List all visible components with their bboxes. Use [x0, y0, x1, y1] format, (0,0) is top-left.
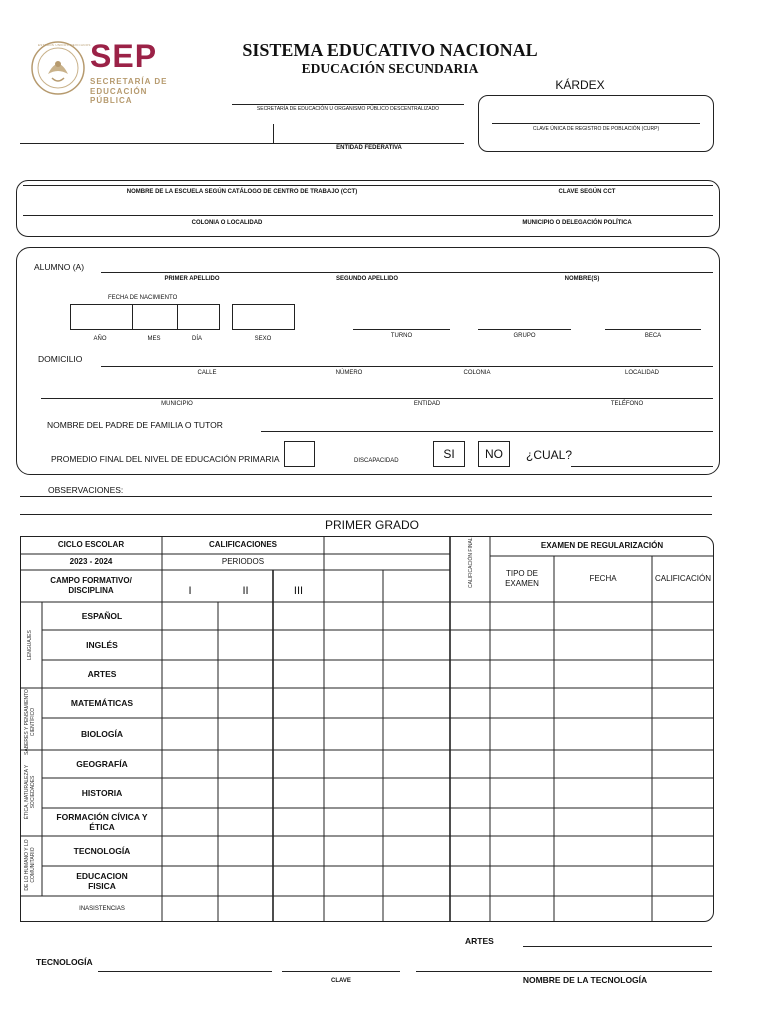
domicilio-label: DOMICILIO: [38, 354, 83, 364]
page-title: SISTEMA EDUCATIVO NACIONAL: [242, 40, 538, 60]
ciclo-label: CICLO ESCOLAR: [57, 540, 125, 549]
cual-label: ¿CUAL?: [526, 448, 573, 462]
calificacion-label: CALIFICACIÓN: [655, 574, 712, 583]
dia-field[interactable]: [177, 304, 220, 330]
primer-apellido-label: PRIMER APELLIDO: [164, 276, 220, 282]
examen-label: EXAMEN DE REGULARIZACIÓN: [540, 541, 664, 550]
subject-educacion-fisica: EDUCACION FISICA: [76, 871, 128, 891]
mes-field[interactable]: [132, 304, 178, 330]
anio-label: AÑO: [93, 336, 107, 342]
logo-line1: SECRETARÍA DE: [90, 77, 168, 86]
subject-biologia: BIOLOGÍA: [80, 729, 124, 739]
telefono-label: TELÉFONO: [610, 401, 644, 407]
subject-formacion: FORMACIÓN CÍVICA Y ÉTICA: [56, 812, 148, 832]
artes-footer-label: ARTES: [465, 936, 494, 946]
fecha-label: FECHA: [589, 574, 617, 583]
discapacidad-label: DISCAPACIDAD: [354, 458, 399, 464]
sexo-field[interactable]: [232, 304, 295, 330]
seal-text: ESTADOS UNIDOS MEXICANOS: [38, 43, 91, 47]
student-box: [16, 247, 720, 475]
subject-espanol: ESPAÑOL: [81, 611, 123, 621]
promedio-label: PROMEDIO FINAL DEL NIVEL DE EDUCACIÓN PRIMARIA: [51, 454, 280, 464]
tipo-examen-label: TIPO DE EXAMEN: [505, 569, 539, 588]
sep-abbr: SEP: [90, 38, 158, 74]
municipio-field-label: MUNICIPIO: [161, 401, 193, 407]
localidad-label: LOCALIDAD: [624, 370, 659, 376]
logo-line2: EDUCACIÓN PÚBLICA: [90, 87, 148, 105]
sexo-label: SEXO: [254, 336, 272, 342]
numero-label: NÚMERO: [335, 370, 363, 376]
group-lenguajes: LENGUAJES: [27, 630, 33, 660]
sep-logo: [30, 38, 190, 105]
eagle-seal-icon: [30, 40, 86, 96]
si-option[interactable]: SI: [433, 441, 465, 467]
grade-title: PRIMER GRADO: [324, 518, 419, 532]
secretaria-label: SECRETARÍA DE EDUCACIÓN U ORGANISMO PÚBLICO DESCENTRALIZADO: [256, 106, 440, 112]
curp-box: [478, 95, 714, 152]
observaciones-label: OBSERVACIONES:: [48, 485, 124, 495]
periodos-label: PERIODOS: [221, 557, 265, 566]
grid-lines: [20, 536, 714, 922]
municipio-label: MUNICIPIO O DELEGACIÓN POLÍTICA: [522, 220, 632, 226]
nombres-label: NOMBRE(S): [564, 276, 600, 282]
grupo-label: GRUPO: [513, 333, 536, 339]
ciclo-value: 2023 - 2024: [69, 557, 113, 566]
segundo-apellido-label: SEGUNDO APELLIDO: [335, 276, 399, 282]
no-option[interactable]: NO: [478, 441, 510, 467]
turno-label: TURNO: [390, 333, 413, 339]
school-name-label: NOMBRE DE LA ESCUELA SEGÚN CATÁLOGO DE CENTRO DE TRABAJO (CCT): [126, 189, 358, 195]
page-subtitle: EDUCACIÓN SECUNDARIA: [301, 61, 479, 76]
tecnologia-footer-label: TECNOLOGÍA: [36, 957, 93, 967]
padre-tutor-label: NOMBRE DEL PADRE DE FAMILIA O TUTOR: [47, 420, 223, 430]
school-box: [16, 180, 720, 237]
calificacion-final-label: CALIFICACIÓN FINAL: [468, 537, 474, 588]
inasistencias-label: INASISTENCIAS: [79, 906, 125, 912]
group-humano: DE LO HUMANO Y LO COMUNITARIO: [24, 839, 36, 891]
campo-label: CAMPO FORMATIVO/ DISCIPLINA: [50, 576, 132, 595]
subject-ingles: INGLÉS: [86, 640, 118, 650]
period-3: III: [293, 585, 304, 597]
promedio-field[interactable]: [284, 441, 315, 467]
calificaciones-label: CALIFICACIONES: [209, 540, 277, 549]
clave-footer-label: CLAVE: [331, 978, 351, 984]
calle-label: CALLE: [197, 370, 217, 376]
fecha-nacimiento-label: FECHA DE NACIMIENTO: [108, 295, 178, 301]
colonia-field-label: COLONIA: [463, 370, 491, 376]
subject-historia: HISTORIA: [81, 788, 123, 798]
cct-label: CLAVE SEGÚN CCT: [558, 189, 616, 195]
period-2: II: [242, 585, 249, 597]
colonia-label: COLONIA O LOCALIDAD: [191, 220, 263, 226]
nombre-tecnologia-label: NOMBRE DE LA TECNOLOGÍA: [522, 975, 648, 985]
entidad-field-label: ENTIDAD: [413, 401, 441, 407]
group-saberes: SABERES Y PENSAMIENTO CIENTÍFICO: [24, 689, 36, 755]
kardex-title: KÁRDEX: [555, 78, 605, 92]
entidad-label: ENTIDAD FEDERATIVA: [336, 145, 402, 151]
anio-field[interactable]: [70, 304, 133, 330]
alumno-label: ALUMNO (A): [34, 262, 85, 272]
curp-label: CLAVE ÚNICA DE REGISTRO DE POBLACIÓN (CURP): [532, 126, 660, 132]
subject-geografia: GEOGRAFÍA: [76, 759, 128, 769]
subject-tecnologia: TECNOLOGÍA: [73, 846, 131, 856]
dia-label: DÍA: [191, 336, 202, 342]
group-etica: ÉTICA, NATURALEZA Y SOCIEDADES: [24, 764, 36, 820]
subject-matematicas: MATEMÁTICAS: [70, 698, 134, 708]
grades-table: [20, 536, 714, 922]
mes-label: MES: [147, 336, 161, 342]
subject-artes: ARTES: [87, 669, 117, 679]
beca-label: BECA: [644, 333, 662, 339]
period-1: I: [188, 585, 192, 597]
